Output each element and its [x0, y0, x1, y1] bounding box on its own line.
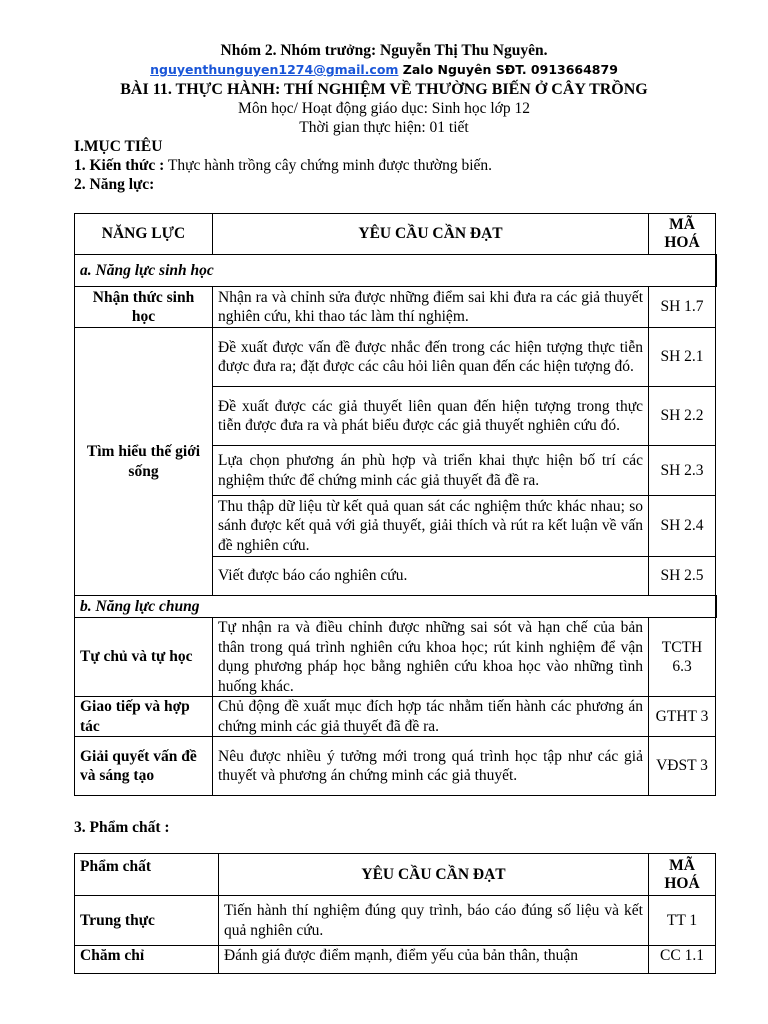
requirement-cell: Đề xuất được các giả thuyết liên quan đến hiện tượng trong thực tiễn được đưa ra và phát biểu được các giả thuyết nghiên cứu đó. — [213, 387, 649, 446]
header-competence: NĂNG LỰC — [75, 214, 213, 255]
subject-line: Môn học/ Hoạt động giáo dục: Sinh học lớp 12 — [238, 100, 530, 117]
code-cell: TT 1 — [649, 896, 716, 946]
lesson-title: BÀI 11. THỰC HÀNH: THÍ NGHIỆM VỀ THƯỜNG BIẾN Ở CÂY TRỒNG — [120, 81, 648, 98]
email-link[interactable]: nguyenthunguyen1274@gmail.com — [150, 62, 399, 77]
requirement-cell: Đánh giá được điểm mạnh, điểm yếu của bản thân, thuận — [219, 946, 649, 974]
code-cell: CC 1.1 — [649, 946, 716, 974]
requirement-cell: Đề xuất được vấn đề được nhắc đến trong các hiện tượng thực tiễn được đưa ra; đặt được các câu hỏi liên quan đến các hiện tượng đó. — [213, 328, 649, 387]
requirement-cell: Viết được báo cáo nghiên cứu. — [213, 557, 649, 596]
group-b-label: b. Năng lực chung — [75, 596, 716, 618]
competence-name: Tự chủ và tự học — [75, 618, 213, 697]
table-row — [75, 328, 716, 387]
group-row — [75, 596, 716, 618]
header-requirement: YÊU CẦU CẦN ĐẠT — [219, 854, 649, 896]
group-a-label: a. Năng lực sinh học — [75, 255, 716, 287]
competence-heading: 2. Năng lực: — [74, 176, 155, 193]
table-row — [75, 946, 716, 974]
requirement-cell: Lựa chọn phương án phù hợp và triển khai thực hiện bố trí các nghiệm thức để chứng minh các giả thuyết đã đề ra. — [213, 446, 649, 496]
table-header-row — [75, 854, 716, 896]
code-cell: SH 2.1 — [649, 328, 716, 387]
competence-name: Nhận thức sinh học — [75, 287, 213, 328]
table-row — [75, 287, 716, 328]
contact-line — [0, 60, 768, 79]
requirement-cell: Tiến hành thí nghiệm đúng quy trình, báo cáo đúng số liệu và kết quả nghiên cứu. — [219, 896, 649, 946]
table-row — [75, 697, 716, 737]
qualities-table — [74, 853, 716, 974]
knowledge-text: Thực hành trồng cây chứng minh được thường biến. — [164, 157, 493, 174]
header-quality: Phẩm chất — [75, 854, 219, 896]
table-row — [75, 618, 716, 697]
quality-name: Trung thực — [75, 896, 219, 946]
header-requirement: YÊU CẦU CẦN ĐẠT — [213, 214, 649, 255]
header-code: MÃ HOÁ — [649, 854, 716, 896]
code-cell: TCTH 6.3 — [649, 618, 716, 697]
requirement-cell: Thu thập dữ liệu từ kết quả quan sát các nghiệm thức khác nhau; so sánh được kết quả với giả thuyết, giải thích và rút ra kết luận về vấn đề nghiên cứu. — [213, 496, 649, 557]
duration-line: Thời gian thực hiện: 01 tiết — [299, 119, 469, 136]
code-cell: SH 2.4 — [649, 496, 716, 557]
table-row — [75, 737, 716, 796]
code-cell: SH 1.7 — [649, 287, 716, 328]
requirement-cell: Nêu được nhiều ý tưởng mới trong quá trình học tập như các giả thuyết và phương án chứng minh các giả thuyết. — [213, 737, 649, 796]
competence-table — [74, 213, 717, 796]
competence-name: Giao tiếp và hợp tác — [75, 697, 213, 737]
competence-name: Giải quyết vấn đề và sáng tạo — [75, 737, 213, 796]
table-row — [75, 896, 716, 946]
objectives-section — [74, 137, 768, 194]
group-row — [75, 255, 716, 287]
code-cell: SH 2.3 — [649, 446, 716, 496]
code-cell: SH 2.2 — [649, 387, 716, 446]
qualities-heading: 3. Phẩm chất : — [74, 819, 170, 836]
knowledge-line — [74, 156, 768, 175]
header-code: MÃ HOÁ — [649, 214, 716, 255]
requirement-cell: Chủ động đề xuất mục đích hợp tác nhằm tiến hành các phương án chứng minh các giả thuyết đã đề ra. — [213, 697, 649, 737]
contact-phone: Zalo Nguyên SĐT. 0913664879 — [398, 62, 618, 77]
knowledge-label: 1. Kiến thức : — [74, 157, 165, 174]
code-cell: GTHT 3 — [649, 697, 716, 737]
code-cell: SH 2.5 — [649, 557, 716, 596]
objectives-heading: I.MỤC TIÊU — [74, 138, 163, 155]
code-cell: VĐST 3 — [649, 737, 716, 796]
requirement-cell: Tự nhận ra và điều chỉnh được những sai sót và hạn chế của bản thân trong quá trình nghiên cứu khoa học; rút kinh nghiệm để vận dụng phương pháp học bằng nghiên cứu khoa học vào những tình huống khác. — [213, 618, 649, 697]
competence-name: Tìm hiểu thế giới sống — [75, 328, 213, 596]
requirement-cell: Nhận ra và chỉnh sửa được những điểm sai khi đưa ra các giả thuyết nghiên cứu, khi thao tác làm thí nghiệm. — [213, 287, 649, 328]
document-header — [0, 41, 768, 137]
table-header-row — [75, 214, 716, 255]
group-leader-line: Nhóm 2. Nhóm trưởng: Nguyễn Thị Thu Nguyên. — [220, 42, 548, 59]
quality-name: Chăm chỉ — [75, 946, 219, 974]
